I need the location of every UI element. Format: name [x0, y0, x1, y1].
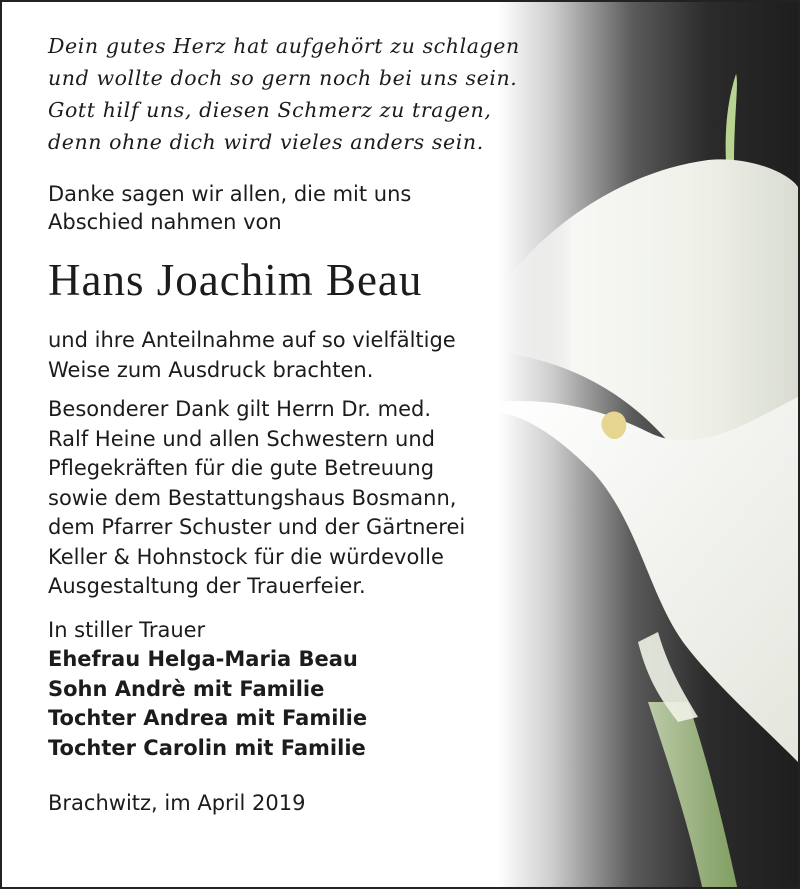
poem	[48, 30, 568, 158]
special-thanks-line: Besonderer Dank gilt Herrn Dr. med.	[48, 397, 432, 421]
special-thanks-line: Keller & Hohnstock für die würdevolle	[48, 544, 444, 569]
special-thanks-line: dem Pfarrer Schuster und der Gärtnerei	[48, 515, 466, 539]
poem-line: denn ohne dich wird vieles anders sein.	[48, 130, 484, 154]
mourning-intro: In stiller Trauer	[48, 617, 206, 642]
thanks-line: Weise zum Ausdruck brachten.	[48, 357, 374, 382]
intro-line: Abschied nahmen von	[48, 210, 282, 234]
special-thanks-line: Ausgestaltung der Trauerfeier.	[48, 574, 366, 598]
place-date: Brachwitz, im April 2019	[48, 791, 306, 815]
special-thanks-paragraph	[48, 395, 568, 602]
poem-line: Gott hilf uns, diesen Schmerz zu tragen,	[48, 98, 492, 122]
special-thanks-line: Pflegekräften für die gute Betreuung	[48, 456, 435, 480]
thanks-paragraph	[48, 326, 568, 385]
deceased-name: Hans Joachim Beau	[48, 255, 423, 305]
poem-line: und wollte doch so gern noch bei uns sein.	[48, 66, 518, 90]
mourners-block	[48, 616, 568, 764]
notice-text	[48, 30, 568, 818]
mourner-name: Sohn Andrè mit Familie	[48, 676, 325, 701]
mourner-name: Tochter Carolin mit Familie	[48, 735, 366, 760]
poem-line: Dein gutes Herz hat aufgehört zu schlagen	[48, 34, 520, 58]
special-thanks-line: Ralf Heine und allen Schwestern und	[48, 426, 435, 451]
intro-text	[48, 180, 568, 236]
mourner-name: Tochter Andrea mit Familie	[48, 706, 368, 730]
mourner-name: Ehefrau Helga-Maria Beau	[48, 647, 358, 671]
special-thanks-line: sowie dem Bestattungshaus Bosmann,	[48, 485, 457, 510]
intro-line: Danke sagen wir allen, die mit uns	[48, 182, 412, 206]
thanks-line: und ihre Anteilnahme auf so vielfältige	[48, 328, 456, 352]
